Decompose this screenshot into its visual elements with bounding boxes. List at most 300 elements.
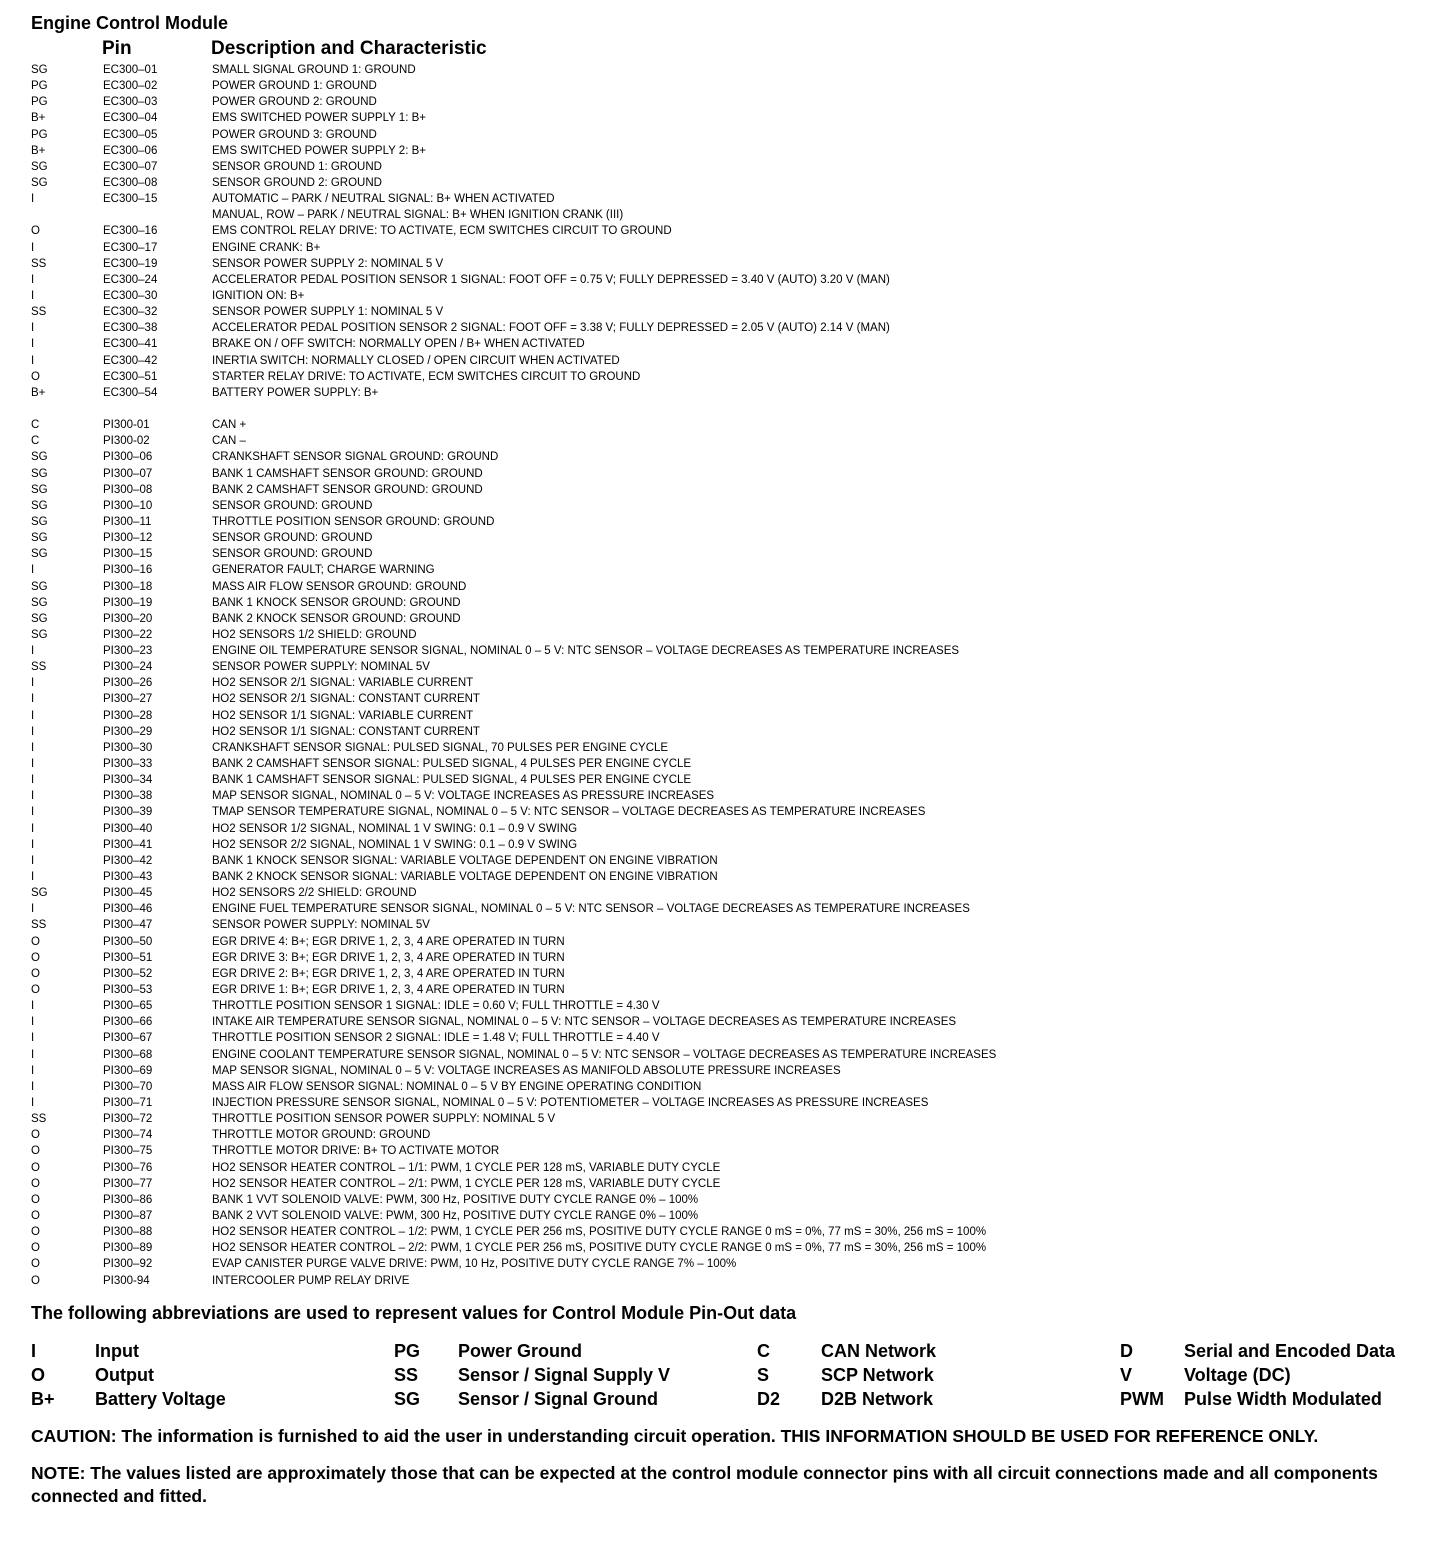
description-cell: THROTTLE MOTOR GROUND: GROUND <box>212 1129 431 1142</box>
table-row <box>31 1224 1431 1240</box>
signal-type-cell: I <box>31 693 35 706</box>
abbreviation-code: B+ <box>31 1388 55 1409</box>
table-row <box>31 320 1431 336</box>
pin-cell: PI300–06 <box>103 451 153 464</box>
description-cell: POWER GROUND 2: GROUND <box>212 96 377 109</box>
pin-cell: EC300–41 <box>103 338 158 351</box>
description-cell: SENSOR POWER SUPPLY 2: NOMINAL 5 V <box>212 257 444 270</box>
description-cell: INERTIA SWITCH: NORMALLY CLOSED / OPEN CIRCUIT WHEN ACTIVATED <box>212 354 620 367</box>
pin-cell: PI300–20 <box>103 612 153 625</box>
description-cell: SENSOR GROUND: GROUND <box>212 499 373 512</box>
pin-cell: EC300–30 <box>103 289 158 302</box>
table-row <box>31 998 1431 1014</box>
pin-cell: PI300–47 <box>103 919 153 932</box>
pin-cell: PI300–77 <box>103 1177 153 1190</box>
signal-type-cell: I <box>31 193 35 206</box>
description-cell: ENGINE OIL TEMPERATURE SENSOR SIGNAL, NOMINAL 0 – 5 V: NTC SENSOR – VOLTAGE DECREASES AS TEMPERATURE INCREASES <box>212 645 960 658</box>
table-row <box>31 1063 1431 1079</box>
table-row <box>31 821 1431 837</box>
table-row <box>31 1176 1431 1192</box>
abbreviation-code: SG <box>394 1388 421 1409</box>
pin-cell: PI300–15 <box>103 548 153 561</box>
description-cell: BANK 2 KNOCK SENSOR GROUND: GROUND <box>212 612 461 625</box>
abbreviation-code: O <box>31 1364 46 1385</box>
signal-type-cell: I <box>31 725 35 738</box>
pin-cell: PI300-02 <box>103 435 150 448</box>
table-row <box>31 288 1431 304</box>
signal-type-cell: SG <box>31 887 48 900</box>
pin-cell: PI300–66 <box>103 1016 153 1029</box>
description-cell: ACCELERATOR PEDAL POSITION SENSOR 1 SIGNAL: FOOT OFF = 0.75 V; FULLY DEPRESSED = 3.40 V (AUTO) 3.20 V (MAN) <box>212 273 890 286</box>
pin-cell: PI300–68 <box>103 1048 153 1061</box>
description-cell: BANK 2 CAMSHAFT SENSOR GROUND: GROUND <box>212 483 483 496</box>
description-cell: HO2 SENSORS 2/2 SHIELD: GROUND <box>212 887 417 900</box>
table-row <box>31 449 1431 465</box>
table-row <box>31 982 1431 998</box>
signal-type-cell: C <box>31 435 40 448</box>
pinout-table <box>31 62 1431 1289</box>
table-row <box>31 191 1431 207</box>
pin-cell: PI300–46 <box>103 903 153 916</box>
signal-type-cell: I <box>31 322 35 335</box>
pin-cell: PI300–75 <box>103 1145 153 1158</box>
table-row <box>31 934 1431 950</box>
table-row <box>31 1143 1431 1159</box>
table-row <box>31 1208 1431 1224</box>
description-cell: SENSOR POWER SUPPLY 1: NOMINAL 5 V <box>212 306 444 319</box>
signal-type-cell: SS <box>31 257 47 270</box>
signal-type-cell: I <box>31 273 35 286</box>
pin-cell: PI300–74 <box>103 1129 153 1142</box>
description-cell: MASS AIR FLOW SENSOR SIGNAL: NOMINAL 0 – 5 V BY ENGINE OPERATING CONDITION <box>212 1080 702 1093</box>
description-cell: INJECTION PRESSURE SENSOR SIGNAL, NOMINAL 0 – 5 V: POTENTIOMETER – VOLTAGE INCREASES AS PRESSURE INCREASES <box>212 1097 929 1109</box>
table-row <box>31 869 1431 885</box>
abbreviation-meaning: Battery Voltage <box>95 1388 226 1409</box>
signal-type-cell: PG <box>31 128 48 141</box>
table-row <box>31 1192 1431 1208</box>
description-cell: AUTOMATIC – PARK / NEUTRAL SIGNAL: B+ WHEN ACTIVATED <box>212 193 555 206</box>
pin-cell: PI300-01 <box>103 419 150 432</box>
signal-type-cell: SG <box>31 612 48 625</box>
table-row <box>31 110 1431 126</box>
abbreviation-meaning: D2B Network <box>821 1388 934 1409</box>
description-cell: HO2 SENSOR 1/1 SIGNAL: VARIABLE CURRENT <box>212 709 474 722</box>
pin-cell: PI300–69 <box>103 1064 153 1077</box>
signal-type-cell: SG <box>31 596 48 609</box>
pin-cell: PI300–88 <box>103 1226 153 1239</box>
description-cell: SENSOR GROUND: GROUND <box>212 532 373 545</box>
description-cell: HO2 SENSOR HEATER CONTROL – 1/1: PWM, 1 CYCLE PER 128 mS, VARIABLE DUTY CYCLE <box>212 1161 721 1174</box>
abbreviations-title: The following abbreviations are used to represent values for Control Module Pin-Out data <box>31 1302 797 1323</box>
pin-cell: PI300–52 <box>103 967 153 980</box>
description-cell: EMS SWITCHED POWER SUPPLY 1: B+ <box>212 112 426 125</box>
table-row <box>31 1256 1431 1272</box>
table-row <box>31 1014 1431 1030</box>
description-cell: HO2 SENSOR 2/1 SIGNAL: CONSTANT CURRENT <box>212 693 480 706</box>
abbreviation-code: D2 <box>757 1388 781 1409</box>
pin-cell: PI300–28 <box>103 709 153 722</box>
table-row <box>31 304 1431 320</box>
pin-cell: EC300–01 <box>103 64 158 76</box>
signal-type-cell: SS <box>31 919 47 932</box>
document-title: Engine Control Module <box>31 13 228 33</box>
abbreviation-meaning: Input <box>95 1340 139 1361</box>
signal-type-cell: I <box>31 564 35 577</box>
signal-type-cell: I <box>31 1080 35 1093</box>
pin-cell: EC300–15 <box>103 193 158 206</box>
table-row <box>31 207 1431 223</box>
pin-cell: PI300–33 <box>103 758 153 771</box>
signal-type-cell: O <box>31 1242 40 1255</box>
abbreviation-meaning: Serial and Encoded Data <box>1184 1340 1396 1361</box>
table-row <box>31 579 1431 595</box>
table-row <box>31 417 1431 433</box>
table-row <box>31 853 1431 869</box>
table-row <box>31 369 1431 385</box>
abbreviation-meaning: SCP Network <box>821 1364 934 1385</box>
table-row <box>31 546 1431 562</box>
table-row <box>31 917 1431 933</box>
pin-cell: EC300–08 <box>103 176 158 189</box>
signal-type-cell: SS <box>31 1113 47 1126</box>
pin-cell: PI300–51 <box>103 951 153 964</box>
description-cell: THROTTLE MOTOR DRIVE: B+ TO ACTIVATE MOTOR <box>212 1145 500 1158</box>
pin-cell: PI300–39 <box>103 806 153 819</box>
signal-type-cell: O <box>31 225 40 238</box>
pin-cell: EC300–05 <box>103 128 158 141</box>
pin-cell: EC300–38 <box>103 322 158 335</box>
pin-cell: PI300-94 <box>103 1274 150 1287</box>
signal-type-cell: O <box>31 370 40 383</box>
table-row <box>31 595 1431 611</box>
pin-cell: PI300–86 <box>103 1193 153 1206</box>
pin-cell: PI300–65 <box>103 1000 153 1013</box>
description-cell: SMALL SIGNAL GROUND 1: GROUND <box>212 64 416 76</box>
description-cell: BANK 2 CAMSHAFT SENSOR SIGNAL: PULSED SIGNAL, 4 PULSES PER ENGINE CYCLE <box>212 758 692 771</box>
pin-cell: PI300–45 <box>103 887 153 900</box>
description-cell: HO2 SENSORS 1/2 SHIELD: GROUND <box>212 628 417 641</box>
signal-type-cell: I <box>31 1016 35 1029</box>
pin-cell: PI300–08 <box>103 483 153 496</box>
pinout-document <box>31 12 1431 1508</box>
description-cell: BATTERY POWER SUPPLY: B+ <box>212 386 379 399</box>
pin-cell: PI300–30 <box>103 741 153 754</box>
pin-cell: EC300–17 <box>103 241 158 254</box>
description-cell: TMAP SENSOR TEMPERATURE SIGNAL, NOMINAL 0 – 5 V: NTC SENSOR – VOLTAGE DECREASES AS TEMPERATURE INCREASES <box>212 806 926 819</box>
pin-cell: PI300–07 <box>103 467 153 480</box>
signal-type-cell: O <box>31 1274 40 1287</box>
pin-cell: EC300–04 <box>103 112 158 125</box>
table-row <box>31 94 1431 110</box>
description-cell: INTERCOOLER PUMP RELAY DRIVE <box>212 1274 410 1287</box>
signal-type-cell: PG <box>31 80 48 93</box>
table-row <box>31 482 1431 498</box>
pin-cell: EC300–51 <box>103 370 158 383</box>
pin-cell: PI300–24 <box>103 661 153 674</box>
description-cell: EGR DRIVE 1: B+; EGR DRIVE 1, 2, 3, 4 ARE OPERATED IN TURN <box>212 984 565 997</box>
signal-type-cell: I <box>31 709 35 722</box>
description-cell: BANK 2 KNOCK SENSOR SIGNAL: VARIABLE VOLTAGE DEPENDENT ON ENGINE VIBRATION <box>212 871 718 884</box>
signal-type-cell: I <box>31 790 35 803</box>
abbreviation-meaning: Sensor / Signal Supply V <box>458 1364 671 1385</box>
pin-cell: PI300–34 <box>103 774 153 787</box>
description-cell: MAP SENSOR SIGNAL, NOMINAL 0 – 5 V: VOLTAGE INCREASES AS MANIFOLD ABSOLUTE PRESSURE INCREASES <box>212 1064 841 1077</box>
table-row <box>31 837 1431 853</box>
description-cell: ENGINE CRANK: B+ <box>212 241 321 254</box>
description-cell: EGR DRIVE 2: B+; EGR DRIVE 1, 2, 3, 4 ARE OPERATED IN TURN <box>212 967 565 980</box>
signal-type-cell: I <box>31 1000 35 1013</box>
table-row <box>31 466 1431 482</box>
table-row <box>31 740 1431 756</box>
signal-type-cell: B+ <box>31 112 46 125</box>
description-cell: MASS AIR FLOW SENSOR GROUND: GROUND <box>212 580 467 593</box>
table-row <box>31 256 1431 272</box>
pin-cell: EC300–02 <box>103 80 158 93</box>
pin-cell: PI300–38 <box>103 790 153 803</box>
description-cell: HO2 SENSOR 2/1 SIGNAL: VARIABLE CURRENT <box>212 677 474 690</box>
abbreviation-code: D <box>1120 1340 1133 1361</box>
description-cell: MANUAL, ROW – PARK / NEUTRAL SIGNAL: B+ WHEN IGNITION CRANK (III) <box>212 209 624 222</box>
description-cell: EMS SWITCHED POWER SUPPLY 2: B+ <box>212 144 426 157</box>
caution-text: CAUTION: The information is furnished to aid the user in understanding circuit operation. THIS INFORMATION SHOULD BE USED FOR REFERENCE ONLY. <box>31 1425 1319 1446</box>
table-row <box>31 353 1431 369</box>
table-row <box>31 143 1431 159</box>
pin-cell: PI300–22 <box>103 628 153 641</box>
description-cell: BANK 1 CAMSHAFT SENSOR GROUND: GROUND <box>212 467 483 480</box>
pin-cell: PI300–71 <box>103 1097 153 1109</box>
signal-type-cell: SG <box>31 451 48 464</box>
description-cell: EGR DRIVE 3: B+; EGR DRIVE 1, 2, 3, 4 ARE OPERATED IN TURN <box>212 951 565 964</box>
description-cell: BANK 1 KNOCK SENSOR GROUND: GROUND <box>212 596 461 609</box>
signal-type-cell: O <box>31 1177 40 1190</box>
pin-cell: PI300–27 <box>103 693 153 706</box>
signal-type-cell: SG <box>31 467 48 480</box>
signal-type-cell: I <box>31 1097 35 1109</box>
signal-type-cell: SS <box>31 306 47 319</box>
table-row <box>31 223 1431 239</box>
description-cell: THROTTLE POSITION SENSOR POWER SUPPLY: NOMINAL 5 V <box>212 1113 556 1126</box>
table-row <box>31 1160 1431 1176</box>
pin-cell: PI300–40 <box>103 822 153 835</box>
signal-type-cell: O <box>31 1129 40 1142</box>
signal-type-cell: O <box>31 1258 40 1271</box>
table-row <box>31 724 1431 740</box>
abbreviation-meaning: Power Ground <box>458 1340 583 1361</box>
table-row <box>31 788 1431 804</box>
table-row <box>31 950 1431 966</box>
signal-type-cell: I <box>31 289 35 302</box>
signal-type-cell: I <box>31 1064 35 1077</box>
abbreviation-code: C <box>757 1340 770 1361</box>
description-cell: CRANKSHAFT SENSOR SIGNAL GROUND: GROUND <box>212 451 499 464</box>
description-cell: STARTER RELAY DRIVE: TO ACTIVATE, ECM SWITCHES CIRCUIT TO GROUND <box>212 370 641 383</box>
description-cell: SENSOR GROUND: GROUND <box>212 548 373 561</box>
table-row <box>31 643 1431 659</box>
signal-type-cell: SG <box>31 160 48 173</box>
signal-type-cell: SG <box>31 515 48 528</box>
description-cell: POWER GROUND 1: GROUND <box>212 80 377 93</box>
description-cell: ACCELERATOR PEDAL POSITION SENSOR 2 SIGNAL: FOOT OFF = 3.38 V; FULLY DEPRESSED = 2.05 V (AUTO) 2.14 V (MAN) <box>212 322 890 335</box>
description-cell: HO2 SENSOR 1/2 SIGNAL, NOMINAL 1 V SWING: 0.1 – 0.9 V SWING <box>212 822 578 835</box>
table-row <box>31 627 1431 643</box>
pin-cell: PI300–67 <box>103 1032 153 1045</box>
signal-type-cell: O <box>31 1145 40 1158</box>
abbreviations-legend <box>31 1339 1431 1411</box>
description-cell: HO2 SENSOR HEATER CONTROL – 1/2: PWM, 1 CYCLE PER 256 mS, POSITIVE DUTY CYCLE RANGE 0 mS = 0%, 77 mS = 30%, 256 mS = 100% <box>212 1226 987 1239</box>
pin-cell: PI300–23 <box>103 645 153 658</box>
table-row <box>31 901 1431 917</box>
table-row <box>31 240 1431 256</box>
description-cell: HO2 SENSOR 2/2 SIGNAL, NOMINAL 1 V SWING: 0.1 – 0.9 V SWING <box>212 838 578 851</box>
signal-type-cell: SG <box>31 64 48 76</box>
table-row <box>31 675 1431 691</box>
signal-type-cell: O <box>31 967 40 980</box>
abbreviation-code: PG <box>394 1340 421 1361</box>
description-cell: EGR DRIVE 4: B+; EGR DRIVE 1, 2, 3, 4 ARE OPERATED IN TURN <box>212 935 565 948</box>
signal-type-cell: B+ <box>31 386 46 399</box>
table-row <box>31 562 1431 578</box>
description-cell: THROTTLE POSITION SENSOR 1 SIGNAL: IDLE = 0.60 V; FULL THROTTLE = 4.30 V <box>212 1000 660 1013</box>
description-cell: IGNITION ON: B+ <box>212 289 305 302</box>
signal-type-cell: I <box>31 741 35 754</box>
table-row <box>31 175 1431 191</box>
abbreviation-code: I <box>31 1340 37 1361</box>
description-cell: CRANKSHAFT SENSOR SIGNAL: PULSED SIGNAL, 70 PULSES PER ENGINE CYCLE <box>212 741 669 754</box>
signal-type-cell: SS <box>31 661 47 674</box>
pin-cell: EC300–19 <box>103 257 158 270</box>
signal-type-cell: O <box>31 1193 40 1206</box>
abbreviation-meaning: Sensor / Signal Ground <box>458 1388 659 1409</box>
description-cell: BRAKE ON / OFF SWITCH: NORMALLY OPEN / B+ WHEN ACTIVATED <box>212 338 585 351</box>
signal-type-cell: SG <box>31 483 48 496</box>
signal-type-cell: PG <box>31 96 48 109</box>
description-cell: SENSOR POWER SUPPLY: NOMINAL 5V <box>212 661 430 674</box>
pin-cell: PI300–42 <box>103 854 153 867</box>
pin-cell: PI300–92 <box>103 1258 153 1271</box>
table-row <box>31 62 1431 78</box>
abbreviation-code: SS <box>394 1364 419 1385</box>
description-cell: SENSOR GROUND 2: GROUND <box>212 176 382 189</box>
signal-type-cell: SG <box>31 580 48 593</box>
signal-type-cell: O <box>31 935 40 948</box>
pin-cell: PI300–89 <box>103 1242 153 1255</box>
pin-cell: PI300–29 <box>103 725 153 738</box>
description-cell: SENSOR GROUND 1: GROUND <box>212 160 382 173</box>
pin-cell: PI300–18 <box>103 580 153 593</box>
signal-type-cell: I <box>31 758 35 771</box>
signal-type-cell: I <box>31 1032 35 1045</box>
abbreviation-code: V <box>1120 1364 1133 1385</box>
description-cell: HO2 SENSOR HEATER CONTROL – 2/2: PWM, 1 CYCLE PER 256 mS, POSITIVE DUTY CYCLE RANGE 0 mS = 0%, 77 mS = 30%, 256 mS = 100% <box>212 1242 987 1255</box>
table-row <box>31 401 1431 417</box>
description-cell: INTAKE AIR TEMPERATURE SENSOR SIGNAL, NOMINAL 0 – 5 V: NTC SENSOR – VOLTAGE DECREASES AS TEMPERATURE INCREASES <box>212 1016 957 1029</box>
signal-type-cell: I <box>31 774 35 787</box>
pin-cell: EC300–07 <box>103 160 158 173</box>
table-row <box>31 272 1431 288</box>
signal-type-cell: I <box>31 645 35 658</box>
table-row <box>31 659 1431 675</box>
signal-type-cell: O <box>31 1226 40 1239</box>
table-row <box>31 772 1431 788</box>
signal-type-cell: C <box>31 419 40 432</box>
table-row <box>31 611 1431 627</box>
table-row <box>31 691 1431 707</box>
description-cell: POWER GROUND 3: GROUND <box>212 128 377 141</box>
abbreviation-code: PWM <box>1120 1388 1164 1409</box>
table-row <box>31 514 1431 530</box>
pin-cell: EC300–54 <box>103 386 158 399</box>
abbreviation-meaning: Pulse Width Modulated <box>1184 1388 1382 1409</box>
description-cell: GENERATOR FAULT; CHARGE WARNING <box>212 564 435 577</box>
pin-cell: EC300–42 <box>103 354 158 367</box>
description-cell: SENSOR POWER SUPPLY: NOMINAL 5V <box>212 919 430 932</box>
pin-cell: EC300–16 <box>103 225 158 238</box>
description-cell: ENGINE COOLANT TEMPERATURE SENSOR SIGNAL, NOMINAL 0 – 5 V: NTC SENSOR – VOLTAGE DECREASES AS TEMPERATURE INCREASES <box>212 1048 997 1061</box>
table-row <box>31 433 1431 449</box>
signal-type-cell: I <box>31 871 35 884</box>
description-cell: EMS CONTROL RELAY DRIVE: TO ACTIVATE, ECM SWITCHES CIRCUIT TO GROUND <box>212 225 672 238</box>
table-row <box>31 1030 1431 1046</box>
pin-column-header: Pin <box>102 38 132 59</box>
pin-cell: PI300–76 <box>103 1161 153 1174</box>
pin-cell: PI300–70 <box>103 1080 153 1093</box>
table-row <box>31 78 1431 94</box>
signal-type-cell: I <box>31 822 35 835</box>
table-row <box>31 1127 1431 1143</box>
pin-cell: EC300–03 <box>103 96 158 109</box>
pin-cell: PI300–41 <box>103 838 153 851</box>
table-row <box>31 756 1431 772</box>
table-row <box>31 159 1431 175</box>
description-cell: ENGINE FUEL TEMPERATURE SENSOR SIGNAL, NOMINAL 0 – 5 V: NTC SENSOR – VOLTAGE DECREASES AS TEMPERATURE INCREASES <box>212 903 970 916</box>
signal-type-cell: O <box>31 951 40 964</box>
pin-cell: EC300–24 <box>103 273 158 286</box>
column-headers <box>31 34 1431 62</box>
table-row <box>31 1095 1431 1111</box>
table-row <box>31 127 1431 143</box>
pin-cell: PI300–87 <box>103 1209 153 1222</box>
pin-cell: PI300–26 <box>103 677 153 690</box>
signal-type-cell: I <box>31 854 35 867</box>
signal-type-cell: I <box>31 838 35 851</box>
description-cell: CAN – <box>212 435 246 448</box>
signal-type-cell: B+ <box>31 144 46 157</box>
table-row <box>31 708 1431 724</box>
pin-cell: PI300–50 <box>103 935 153 948</box>
table-row <box>31 530 1431 546</box>
table-row <box>31 1273 1431 1289</box>
table-row <box>31 1240 1431 1256</box>
table-row <box>31 885 1431 901</box>
signal-type-cell: SG <box>31 176 48 189</box>
signal-type-cell: I <box>31 241 35 254</box>
pin-cell: PI300–11 <box>103 515 152 528</box>
signal-type-cell: I <box>31 1048 35 1061</box>
abbreviation-meaning: CAN Network <box>821 1340 937 1361</box>
signal-type-cell: SG <box>31 499 48 512</box>
pin-cell: PI300–10 <box>103 499 153 512</box>
description-cell: BANK 2 VVT SOLENOID VALVE: PWM, 300 Hz, POSITIVE DUTY CYCLE RANGE 0% – 100% <box>212 1209 699 1222</box>
pin-cell: PI300–43 <box>103 871 153 884</box>
table-row <box>31 804 1431 820</box>
description-cell: THROTTLE POSITION SENSOR 2 SIGNAL: IDLE = 1.48 V; FULL THROTTLE = 4.40 V <box>212 1032 660 1045</box>
abbreviation-meaning: Voltage (DC) <box>1184 1364 1291 1385</box>
signal-type-cell: I <box>31 354 35 367</box>
description-cell: BANK 1 KNOCK SENSOR SIGNAL: VARIABLE VOLTAGE DEPENDENT ON ENGINE VIBRATION <box>212 854 718 867</box>
pin-cell: EC300–06 <box>103 144 158 157</box>
signal-type-cell: O <box>31 1209 40 1222</box>
abbreviation-meaning: Output <box>95 1364 154 1385</box>
